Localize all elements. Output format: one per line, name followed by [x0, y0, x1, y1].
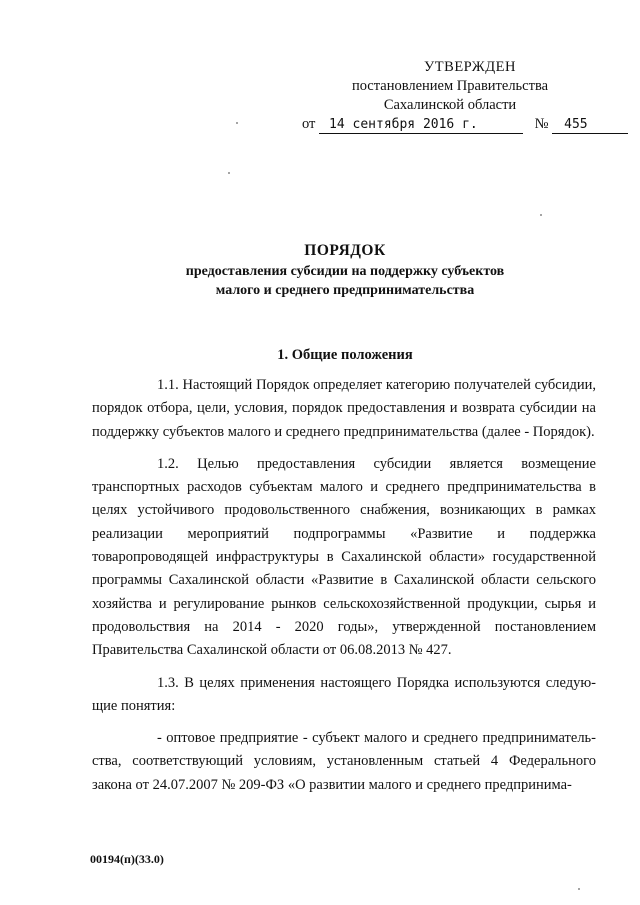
footer-code: 00194(п)(33.0)	[90, 852, 164, 866]
scan-speck	[578, 888, 580, 890]
paragraph: 1.1. Настоящий Порядок определяет категорию получателей субсидии, порядок отбора, цели, условия, порядок предоставления и возврата субсидии на поддержку субъектов малого и среднего предпринимательства (далее - Порядок).	[92, 377, 596, 440]
title-main: ПОРЯДОК	[304, 242, 386, 259]
approval-number: 455	[552, 117, 628, 134]
number-prefix: №	[534, 116, 549, 132]
approval-date: 14 сентября 2016 г.	[319, 117, 523, 134]
title-subtitle-2: малого и среднего предпринимательства	[215, 283, 475, 298]
date-prefix: от	[302, 116, 316, 132]
paragraph: 1.2. Целью предоставления субсидии является возмещение транспортных расходов субъектам малого и среднего предпринимательства в целях устойчивого продовольственного снабжения, возникающих в рамках реализации мероприятий подпрограммы «Развитие и поддержка товаропроводящей инфраструктуры в Сахалинской области» государственной программы Сахалинской области «Развитие в Сахалинской области сельского хозяйства и регулирование рынков сельскохозяйственной продукции, сырья и продовольствия на 2014 - 2020 годы», утвержденной постановлением Правительства Сахалинской области от 06.08.2013 № 427.	[92, 455, 596, 659]
document-body	[92, 374, 596, 797]
approval-line-1: постановлением Правительства	[351, 78, 549, 94]
approval-date-row	[302, 116, 628, 134]
scan-speck	[236, 122, 238, 124]
paragraph: 1.3. В целях применения настоящего Порядка используются следую-щие понятия:	[92, 674, 596, 714]
document-title	[100, 240, 590, 300]
scan-speck	[540, 214, 542, 216]
title-subtitle-1: предоставления субсидии на поддержку субъектов	[185, 264, 505, 279]
approval-line-2: Сахалинской области	[383, 97, 517, 113]
approved-label: УТВЕРЖДЕН	[424, 59, 516, 75]
section-heading: 1. Общие положения	[277, 347, 413, 363]
scan-speck	[228, 172, 230, 174]
approval-stamp	[300, 58, 600, 115]
paragraph: - оптовое предприятие - субъект малого и среднего предприниматель-ства, соответствующий условиям, установленным статьей 4 Федерального закона от 24.07.2007 № 209-ФЗ «О развитии малого и среднего предпринима-	[92, 730, 596, 793]
